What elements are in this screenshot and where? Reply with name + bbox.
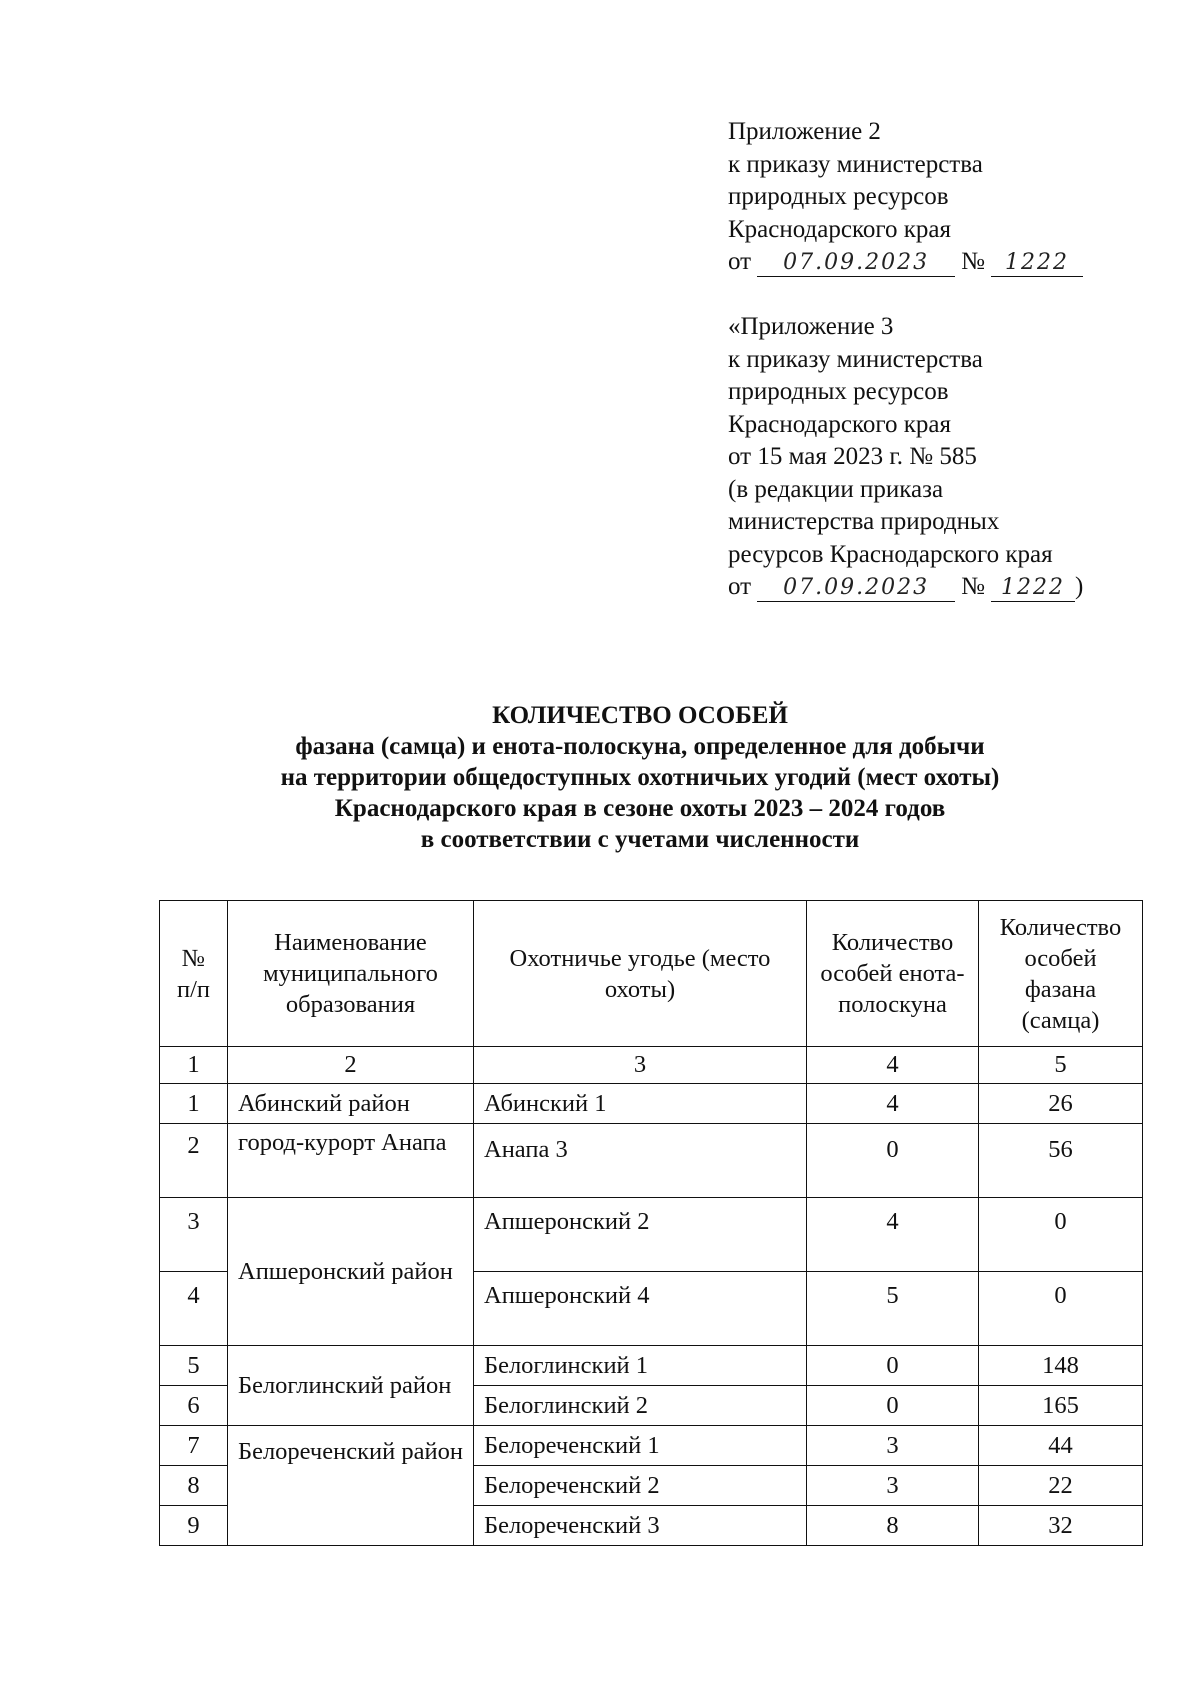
raccoon-count-cell: 3 — [807, 1466, 979, 1506]
hunting-area-cell: Белореченский 2 — [474, 1466, 807, 1506]
pheasant-count-cell: 0 — [979, 1272, 1143, 1346]
municipality-cell: Абинский район — [228, 1084, 474, 1124]
pheasant-count-cell: 44 — [979, 1426, 1143, 1466]
row-number: 1 — [160, 1084, 228, 1124]
raccoon-count-cell: 0 — [807, 1124, 979, 1198]
row-number: 6 — [160, 1386, 228, 1426]
raccoon-count-cell: 0 — [807, 1386, 979, 1426]
pheasant-count-cell: 22 — [979, 1466, 1143, 1506]
appendix-line: от 15 мая 2023 г. № 585 — [728, 443, 977, 470]
appendix-header-current — [728, 116, 1148, 279]
hunting-area-cell: Белоглинский 1 — [474, 1346, 807, 1386]
appendix-line: природных ресурсов — [728, 378, 949, 405]
row-number: 7 — [160, 1426, 228, 1466]
column-number: 2 — [228, 1047, 474, 1084]
handwritten-number: 1222 — [991, 575, 1075, 602]
handwritten-number: 1222 — [991, 250, 1083, 277]
table-header-row — [160, 901, 1143, 1047]
column-header: Наименование муниципального образования — [228, 901, 474, 1047]
appendix-line: ресурсов Краснодарского края — [728, 540, 1053, 568]
pheasant-count-cell: 148 — [979, 1346, 1143, 1386]
heading-line: на территории общедоступных охотничьих угодий (мест охоты) — [280, 764, 1000, 791]
pheasant-count-cell: 56 — [979, 1124, 1143, 1198]
column-header: № п/п — [160, 901, 228, 1047]
table-row — [160, 1124, 1143, 1198]
appendix-line: Приложение 2 — [728, 118, 881, 145]
column-header: Количество особей фазана (самца) — [979, 901, 1143, 1047]
hunting-area-cell: Белореченский 1 — [474, 1426, 807, 1466]
raccoon-count-cell: 4 — [807, 1198, 979, 1272]
raccoon-count-cell: 3 — [807, 1426, 979, 1466]
number-prefix: № — [961, 573, 985, 600]
appendix-line: Краснодарского края — [728, 215, 951, 243]
appendix-line: Краснодарского края — [728, 410, 951, 438]
raccoon-count-cell: 0 — [807, 1346, 979, 1386]
row-number: 9 — [160, 1506, 228, 1546]
municipality-cell: Апшеронский район — [228, 1198, 474, 1346]
column-number-row — [160, 1047, 1143, 1084]
appendix-line: министерства природных — [728, 508, 1000, 535]
municipality-cell: город-курорт Анапа — [228, 1124, 474, 1198]
handwritten-date: 07.09.2023 — [757, 575, 955, 602]
raccoon-count-cell: 4 — [807, 1084, 979, 1124]
row-number: 3 — [160, 1198, 228, 1272]
heading-title: КОЛИЧЕСТВО ОСОБЕЙ — [492, 702, 788, 729]
table-row — [160, 1084, 1143, 1124]
raccoon-count-cell: 5 — [807, 1272, 979, 1346]
handwritten-date: 07.09.2023 — [757, 250, 955, 277]
hunting-area-cell: Белоглинский 2 — [474, 1386, 807, 1426]
municipality-cell: Белореченский район — [228, 1426, 474, 1546]
pheasant-count-cell: 32 — [979, 1506, 1143, 1546]
date-prefix: от — [728, 248, 752, 275]
municipality-cell: Белоглинский район — [228, 1346, 474, 1426]
appendix-line: «Приложение 3 — [728, 313, 894, 340]
appendix-date-line — [728, 571, 1148, 604]
date-prefix: от — [728, 573, 752, 600]
hunting-area-cell: Белореченский 3 — [474, 1506, 807, 1546]
hunting-area-cell: Абинский 1 — [474, 1084, 807, 1124]
closing-paren: ) — [1074, 573, 1084, 600]
appendix-line: природных ресурсов — [728, 183, 949, 210]
pheasant-count-cell: 26 — [979, 1084, 1143, 1124]
number-prefix: № — [961, 248, 985, 275]
heading-line: в соответствии с учетами численности — [420, 826, 860, 853]
table-row — [160, 1198, 1143, 1272]
row-number: 4 — [160, 1272, 228, 1346]
row-number: 2 — [160, 1124, 228, 1198]
table-row — [160, 1346, 1143, 1386]
row-number: 5 — [160, 1346, 228, 1386]
column-number: 5 — [979, 1047, 1143, 1084]
pheasant-count-cell: 0 — [979, 1198, 1143, 1272]
column-number: 1 — [160, 1047, 228, 1084]
column-header: Количество особей енота-полоскуна — [807, 901, 979, 1047]
quota-table — [159, 900, 1143, 1546]
appendix-line: к приказу министерства — [728, 345, 983, 373]
row-number: 8 — [160, 1466, 228, 1506]
document-heading — [150, 700, 1130, 855]
appendix-header-amended — [728, 311, 1148, 604]
raccoon-count-cell: 8 — [807, 1506, 979, 1546]
hunting-area-cell: Апшеронский 4 — [474, 1272, 807, 1346]
appendix-date-line — [728, 246, 1148, 279]
column-header: Охотничье угодье (место охоты) — [474, 901, 807, 1047]
hunting-area-cell: Апшеронский 2 — [474, 1198, 807, 1272]
appendix-line: к приказу министерства — [728, 150, 983, 178]
pheasant-count-cell: 165 — [979, 1386, 1143, 1426]
heading-line: фазана (самца) и енота-полоскуна, определенное для добычи — [295, 733, 985, 760]
column-number: 3 — [474, 1047, 807, 1084]
hunting-area-cell: Анапа 3 — [474, 1124, 807, 1198]
appendix-line: (в редакции приказа — [728, 475, 944, 503]
column-number: 4 — [807, 1047, 979, 1084]
table-row — [160, 1426, 1143, 1466]
heading-line: Краснодарского края в сезоне охоты 2023 – 2024 годов — [334, 795, 946, 822]
